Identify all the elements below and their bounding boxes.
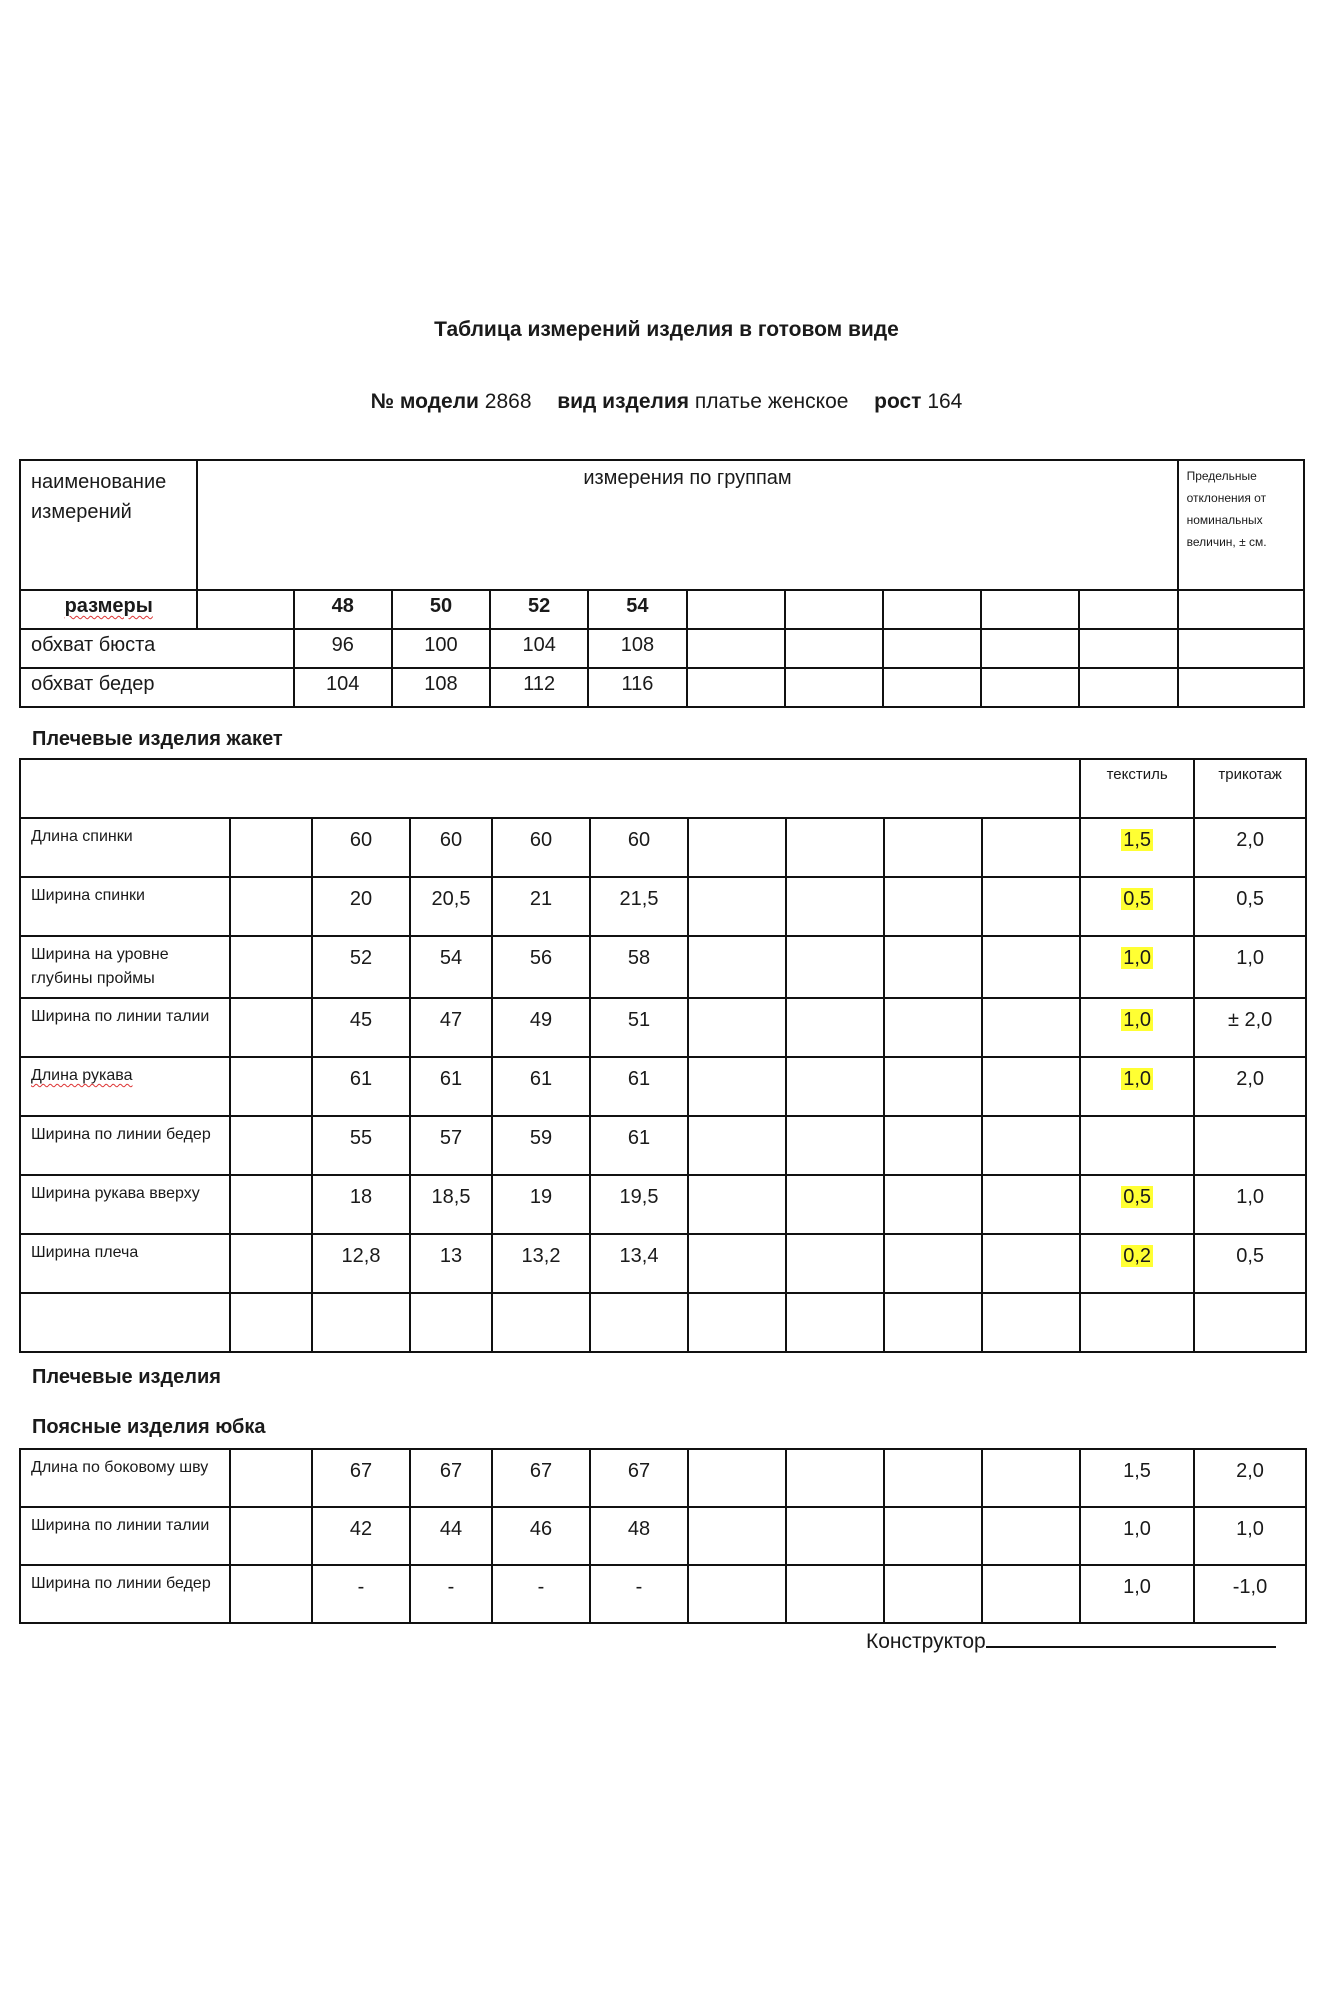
row-label: Ширина плеча: [20, 1234, 230, 1293]
table-cell: 61: [492, 1057, 590, 1116]
table-cell: [492, 1293, 590, 1352]
table-cell: [883, 668, 981, 707]
table-cell: [688, 998, 786, 1057]
textile-tolerance: 0,2: [1080, 1234, 1194, 1293]
table-cell: [1079, 590, 1177, 629]
table-cell: [20, 1293, 230, 1352]
size-groups-table: [19, 459, 1305, 708]
table-cell: [230, 1565, 312, 1623]
table-cell: [982, 1293, 1080, 1352]
textile-header: текстиль: [1080, 759, 1194, 818]
table-cell: [884, 1565, 982, 1623]
height-label: рост: [874, 390, 922, 413]
knit-tolerance: ± 2,0: [1194, 998, 1306, 1057]
table-cell: [982, 998, 1080, 1057]
table-cell: [230, 1234, 312, 1293]
textile-tolerance: 1,0: [1080, 936, 1194, 998]
table-cell: [688, 936, 786, 998]
table-cell: [786, 1507, 884, 1565]
table-cell: 61: [312, 1057, 410, 1116]
table-cell: [688, 1116, 786, 1175]
table-cell: [1178, 668, 1304, 707]
table-cell: -: [492, 1565, 590, 1623]
document-title: Таблица измерений изделия в готовом виде: [434, 318, 899, 341]
table-cell: [884, 1449, 982, 1507]
textile-tolerance: 1,0: [1080, 1565, 1194, 1623]
row-label: Ширина по линии бедер: [20, 1116, 230, 1175]
table-cell: [884, 877, 982, 936]
table-cell: 51: [590, 998, 688, 1057]
table-cell: 60: [590, 818, 688, 877]
table-cell: 60: [312, 818, 410, 877]
textile-tolerance: 0,5: [1080, 877, 1194, 936]
table-cell: [884, 1057, 982, 1116]
table-cell: [982, 936, 1080, 998]
table-cell: [312, 1293, 410, 1352]
groups-header: измерения по группам: [197, 460, 1177, 590]
knit-tolerance: 2,0: [1194, 1057, 1306, 1116]
table-cell: 60: [492, 818, 590, 877]
table-cell: 13,2: [492, 1234, 590, 1293]
row-label: обхват бедер: [20, 668, 294, 707]
table-cell: 13: [410, 1234, 492, 1293]
table-cell: [688, 1449, 786, 1507]
signature-blank: [986, 1628, 1276, 1648]
table-cell: [688, 818, 786, 877]
table-cell: 44: [410, 1507, 492, 1565]
textile-tolerance: 1,0: [1080, 1507, 1194, 1565]
size-48: 48: [294, 590, 392, 629]
size-52: 52: [490, 590, 588, 629]
knit-tolerance: [1194, 1116, 1306, 1175]
textile-tolerance: 0,5: [1080, 1175, 1194, 1234]
size-50: 50: [392, 590, 490, 629]
table-cell: [981, 668, 1079, 707]
table-cell: [230, 1507, 312, 1565]
table-cell: 104: [490, 629, 588, 668]
table-cell: [982, 877, 1080, 936]
table-cell: [197, 590, 293, 629]
table-cell: 67: [410, 1449, 492, 1507]
jacket-measurements-table: [19, 758, 1307, 1353]
table-cell: [1079, 668, 1177, 707]
table-cell: 56: [492, 936, 590, 998]
table-cell: 19,5: [590, 1175, 688, 1234]
table-cell: [884, 1116, 982, 1175]
textile-tolerance: 1,0: [1080, 998, 1194, 1057]
table-cell: [786, 877, 884, 936]
knit-tolerance: 1,0: [1194, 936, 1306, 998]
table-cell: 104: [294, 668, 392, 707]
textile-tolerance: [1080, 1116, 1194, 1175]
table-cell: [982, 1116, 1080, 1175]
table-cell: [786, 1449, 884, 1507]
table-cell: 67: [590, 1449, 688, 1507]
section-skirt-heading: Поясные изделия юбка: [32, 1416, 266, 1438]
table-cell: [688, 1293, 786, 1352]
table-cell: 108: [392, 668, 490, 707]
section-shoulder-heading: Плечевые изделия: [32, 1366, 221, 1388]
model-number-label: № модели: [370, 390, 479, 413]
table-cell: [884, 1293, 982, 1352]
table-cell: [230, 877, 312, 936]
table-cell: -: [590, 1565, 688, 1623]
table-cell: 108: [588, 629, 686, 668]
table-cell: [982, 1175, 1080, 1234]
knit-tolerance: 1,0: [1194, 1507, 1306, 1565]
table-cell: [687, 629, 785, 668]
table-cell: [230, 1175, 312, 1234]
table-cell: [884, 998, 982, 1057]
textile-tolerance: 1,5: [1080, 818, 1194, 877]
row-label: Ширина по линии бедер: [20, 1565, 230, 1623]
table-cell: [981, 629, 1079, 668]
table-cell: [786, 1116, 884, 1175]
table-cell: [982, 1449, 1080, 1507]
knit-tolerance: 1,0: [1194, 1175, 1306, 1234]
knit-header: трикотаж: [1194, 759, 1306, 818]
sizes-label: размеры: [20, 590, 197, 629]
table-cell: [1178, 629, 1304, 668]
knit-tolerance: 2,0: [1194, 1449, 1306, 1507]
section-jacket-heading: Плечевые изделия жакет: [32, 728, 283, 750]
table-cell: [786, 1293, 884, 1352]
designer-signature-line: [866, 1628, 1276, 1654]
measurement-name-header: наименование измерений: [20, 460, 197, 590]
product-type-value: платье женское: [694, 390, 849, 413]
table-cell: [230, 936, 312, 998]
table-cell: 52: [312, 936, 410, 998]
table-cell: [688, 1507, 786, 1565]
table-cell: 20,5: [410, 877, 492, 936]
table-cell: 12,8: [312, 1234, 410, 1293]
table-cell: 67: [492, 1449, 590, 1507]
table-cell: [230, 818, 312, 877]
table-cell: [883, 590, 981, 629]
table-cell: 47: [410, 998, 492, 1057]
table-cell: [982, 1057, 1080, 1116]
table-cell: 19: [492, 1175, 590, 1234]
table-cell: 49: [492, 998, 590, 1057]
table-cell: [230, 1449, 312, 1507]
height-value: 164: [927, 390, 963, 413]
table-cell: [688, 1234, 786, 1293]
textile-tolerance: 1,5: [1080, 1449, 1194, 1507]
table-cell: 57: [410, 1116, 492, 1175]
table-cell: [982, 1565, 1080, 1623]
table-cell: 112: [490, 668, 588, 707]
textile-tolerance: 1,0: [1080, 1057, 1194, 1116]
table-cell: [982, 1234, 1080, 1293]
row-label: Ширина спинки: [20, 877, 230, 936]
table-cell: 45: [312, 998, 410, 1057]
table-cell: 42: [312, 1507, 410, 1565]
table-cell: [688, 1057, 786, 1116]
table-cell: [884, 1234, 982, 1293]
table-cell: [590, 1293, 688, 1352]
table-cell: [1194, 1293, 1306, 1352]
table-cell: 61: [590, 1116, 688, 1175]
table-cell: [785, 668, 883, 707]
table-cell: [20, 759, 1080, 818]
table-cell: [786, 1057, 884, 1116]
row-label: Длина рукава: [20, 1057, 230, 1116]
table-cell: [688, 1565, 786, 1623]
table-cell: [230, 1116, 312, 1175]
table-cell: [883, 629, 981, 668]
table-cell: 61: [590, 1057, 688, 1116]
table-cell: [786, 1565, 884, 1623]
table-cell: 13,4: [590, 1234, 688, 1293]
table-cell: 48: [590, 1507, 688, 1565]
row-label: Ширина на уровне глубины проймы: [20, 936, 230, 998]
table-cell: 60: [410, 818, 492, 877]
row-label: обхват бюста: [20, 629, 294, 668]
table-cell: [786, 1175, 884, 1234]
table-cell: [1178, 590, 1304, 629]
table-cell: [687, 668, 785, 707]
table-cell: [687, 590, 785, 629]
knit-tolerance: -1,0: [1194, 1565, 1306, 1623]
table-cell: [688, 1175, 786, 1234]
row-label: Ширина по линии талии: [20, 998, 230, 1057]
table-cell: [786, 1234, 884, 1293]
knit-tolerance: 2,0: [1194, 818, 1306, 877]
table-cell: -: [410, 1565, 492, 1623]
table-cell: [786, 998, 884, 1057]
table-cell: 116: [588, 668, 686, 707]
knit-tolerance: 0,5: [1194, 877, 1306, 936]
table-cell: [785, 590, 883, 629]
table-cell: [688, 877, 786, 936]
table-cell: [1080, 1293, 1194, 1352]
table-cell: 58: [590, 936, 688, 998]
table-cell: 54: [410, 936, 492, 998]
row-label: Длина по боковому шву: [20, 1449, 230, 1507]
table-cell: [410, 1293, 492, 1352]
table-cell: [230, 998, 312, 1057]
size-54: 54: [588, 590, 686, 629]
table-cell: 46: [492, 1507, 590, 1565]
table-cell: 21,5: [590, 877, 688, 936]
model-info-line: [0, 390, 1333, 414]
tolerance-header: Предельные отклонения от номинальных величин, ± см.: [1178, 460, 1304, 590]
table-cell: 100: [392, 629, 490, 668]
table-cell: 59: [492, 1116, 590, 1175]
row-label: Ширина по линии талии: [20, 1507, 230, 1565]
row-label: Длина спинки: [20, 818, 230, 877]
table-cell: [982, 818, 1080, 877]
table-cell: [884, 936, 982, 998]
table-cell: [982, 1507, 1080, 1565]
table-cell: [786, 936, 884, 998]
table-cell: 61: [410, 1057, 492, 1116]
knit-tolerance: 0,5: [1194, 1234, 1306, 1293]
table-cell: 21: [492, 877, 590, 936]
skirt-measurements-table: [19, 1448, 1307, 1624]
table-cell: [230, 1057, 312, 1116]
table-cell: -: [312, 1565, 410, 1623]
table-cell: 67: [312, 1449, 410, 1507]
table-cell: 18: [312, 1175, 410, 1234]
model-number-value: 2868: [484, 390, 532, 413]
table-cell: 20: [312, 877, 410, 936]
table-cell: [884, 1175, 982, 1234]
row-label: Ширина рукава вверху: [20, 1175, 230, 1234]
table-cell: [785, 629, 883, 668]
table-cell: 18,5: [410, 1175, 492, 1234]
table-cell: [786, 818, 884, 877]
product-type-label: вид изделия: [557, 390, 690, 413]
table-cell: [230, 1293, 312, 1352]
table-cell: 96: [294, 629, 392, 668]
table-cell: [884, 1507, 982, 1565]
designer-label: Конструктор: [866, 1630, 986, 1653]
table-cell: [1079, 629, 1177, 668]
table-cell: 55: [312, 1116, 410, 1175]
table-cell: [981, 590, 1079, 629]
table-cell: [884, 818, 982, 877]
